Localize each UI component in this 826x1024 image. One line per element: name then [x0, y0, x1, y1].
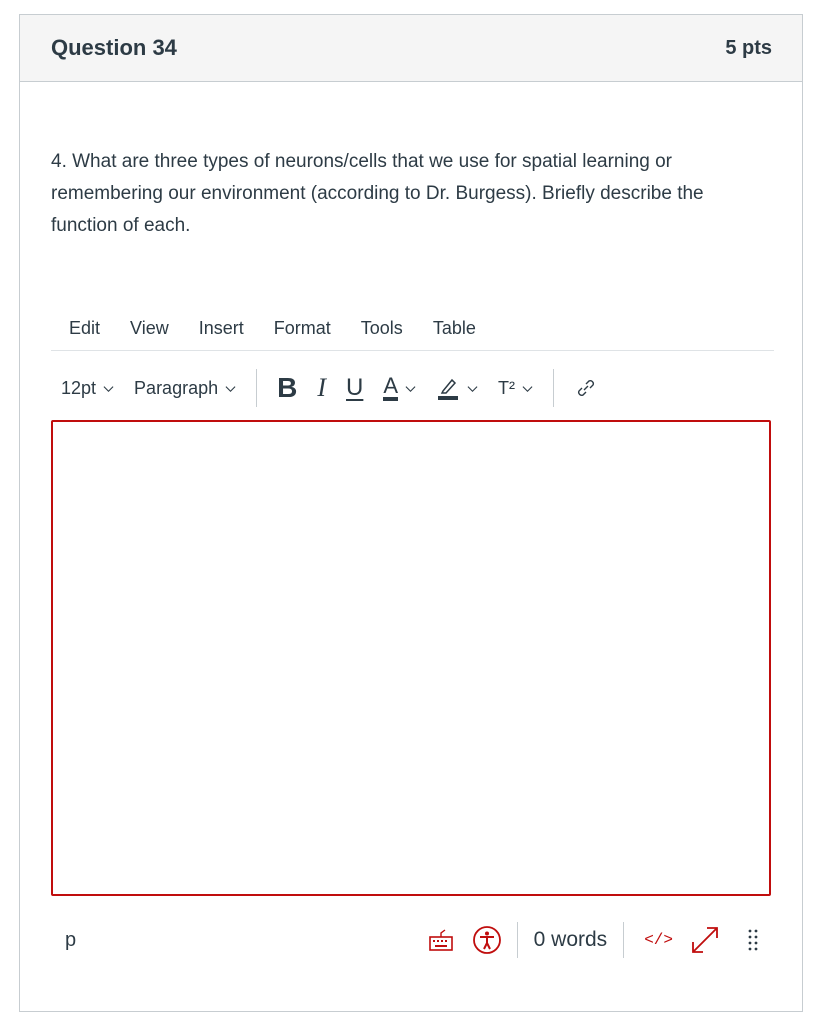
menu-table[interactable]: Table — [432, 317, 476, 338]
chevron-down-icon — [405, 383, 416, 394]
text-color-icon: A — [383, 375, 398, 401]
superscript-button[interactable] — [488, 368, 543, 408]
resize-handle[interactable] — [733, 920, 773, 960]
toolbar-separator — [553, 369, 554, 407]
block-format-value: Paragraph — [134, 377, 219, 398]
menu-tools[interactable]: Tools — [360, 317, 403, 338]
question-text: 4. What are three types of neurons/cells that we use for spatial learning or remembering our environment (according to Dr. Burgess). Briefly describe the function of each. — [51, 151, 704, 236]
highlight-icon — [436, 376, 460, 400]
fullscreen-icon — [689, 924, 721, 956]
underline-button[interactable]: U — [346, 374, 364, 401]
link-icon — [574, 376, 598, 400]
html-editor-toggle[interactable]: </> — [644, 931, 673, 949]
menu-insert[interactable]: Insert — [198, 317, 244, 338]
menu-edit[interactable]: Edit — [69, 317, 101, 338]
question-header — [20, 15, 802, 82]
chevron-down-icon — [225, 383, 236, 394]
question-flag-icon[interactable] — [0, 34, 8, 58]
menu-view[interactable]: View — [130, 317, 169, 338]
chevron-down-icon — [467, 383, 478, 394]
element-path[interactable]: p — [65, 928, 77, 951]
toolbar-separator — [256, 369, 257, 407]
bold-button[interactable]: B — [277, 372, 298, 403]
menu-format[interactable]: Format — [273, 317, 331, 338]
question-points: 5 pts — [725, 36, 772, 59]
question-card — [19, 14, 803, 1012]
block-format-select[interactable] — [124, 368, 246, 408]
font-size-select[interactable] — [51, 368, 124, 408]
word-count[interactable]: 0 words — [533, 928, 608, 951]
editor-statusbar — [51, 912, 773, 968]
keyboard-shortcuts-button[interactable] — [421, 920, 461, 960]
superscript-icon: T² — [498, 377, 516, 398]
editor-toolbar — [51, 352, 781, 424]
resize-handle-icon — [748, 928, 758, 952]
font-size-value: 12pt — [61, 377, 97, 398]
accessibility-icon — [472, 925, 502, 955]
highlight-button[interactable] — [426, 368, 488, 408]
question-title: Question 34 — [51, 35, 177, 60]
editor-menubar — [51, 306, 774, 351]
keyboard-icon — [428, 928, 454, 952]
rich-text-editor-area[interactable] — [51, 420, 771, 896]
fullscreen-button[interactable] — [685, 920, 725, 960]
chevron-down-icon — [103, 383, 114, 394]
accessibility-checker-button[interactable] — [467, 920, 507, 960]
chevron-down-icon — [522, 383, 533, 394]
italic-button[interactable]: I — [317, 373, 327, 402]
link-button[interactable] — [564, 368, 608, 408]
text-color-button[interactable] — [373, 368, 426, 408]
